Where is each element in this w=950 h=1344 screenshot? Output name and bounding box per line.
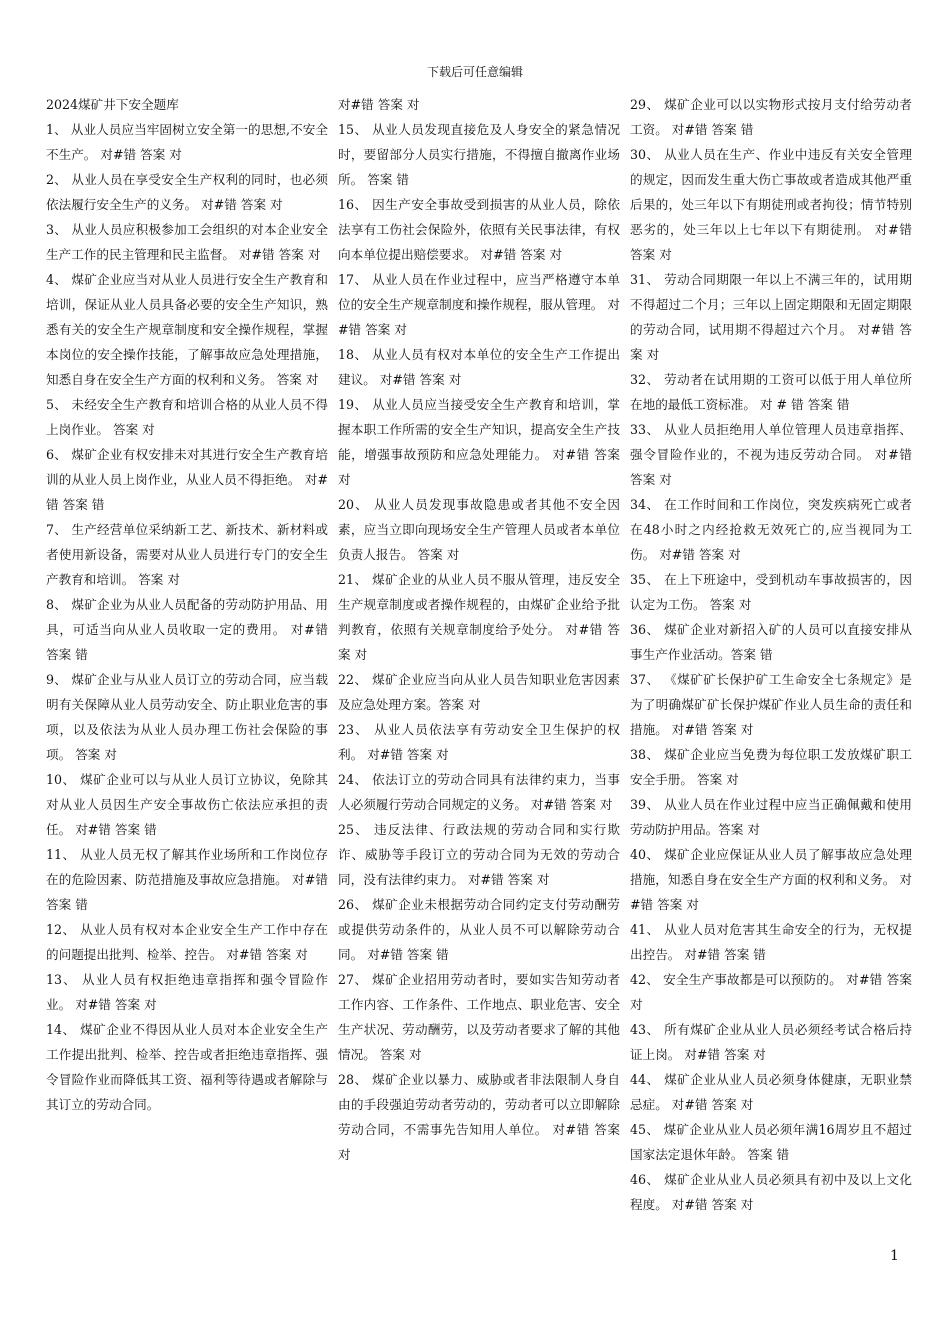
- question-item: 40、 煤矿企业应保证从业人员了解事故应急处理措施，知悉自身在安全生产方面的权利和义务。 对#错 答案 对: [630, 847, 912, 912]
- question-item: 5、 未经安全生产教育和培训合格的从业人员不得上岗作业。 答案 对: [46, 397, 328, 437]
- question-item: 10、 煤矿企业可以与从业人员订立协议，免除其对从业人员因生产安全事故伤亡依法应承担的责任。 对#错 答案 错: [46, 772, 328, 837]
- question-item: 18、 从业人员有权对本单位的安全生产工作提出建议。 对#错 答案 对: [338, 347, 620, 387]
- question-item: 15、 从业人员发现直接危及人身安全的紧急情况时，要留部分人员实行措施，不得擅自撤离作业场所。 答案 错: [338, 122, 620, 187]
- question-item: 43、 所有煤矿企业从业人员必须经考试合格后持证上岗。 对#错 答案 对: [630, 1022, 912, 1062]
- question-item: 7、 生产经营单位采纳新工艺、新技术、新材料或者使用新设备，需要对从业人员进行专门的安全生产教育和培训。 答案 对: [46, 522, 328, 587]
- document-title: 2024煤矿井下安全题库: [46, 97, 179, 112]
- question-item: 对#错 答案 对: [338, 97, 420, 112]
- question-item: 28、 煤矿企业以暴力、威胁或者非法限制人身自由的手段强迫劳动者劳动的，劳动者可以立即解除劳动合同，不需事先告知用人单位。 对#错 答案 对: [338, 1072, 620, 1162]
- question-column-1: [46, 92, 328, 1117]
- question-item: 16、 因生产安全事故受到损害的从业人员，除依法享有工伤社会保险外，依照有关民事法律，有权向本单位提出赔偿要求。 对#错 答案 对: [338, 197, 620, 262]
- question-item: 29、 煤矿企业可以以实物形式按月支付给劳动者工资。 对#错 答案 错: [630, 97, 912, 137]
- question-item: 34、 在工作时间和工作岗位，突发疾病死亡或者在48小时之内经抢救无效死亡的,应当视同为工伤。 对#错 答案 对: [630, 497, 912, 562]
- question-item: 14、 煤矿企业不得因从业人员对本企业安全生产工作提出批判、检举、控告或者拒绝违章指挥、强令冒险作业而降低其工资、福利等待遇或者解除与其订立的劳动合同。: [46, 1022, 328, 1112]
- page-number: 1: [890, 1248, 899, 1264]
- question-item: 30、 从业人员在生产、作业中违反有关安全管理的规定，因而发生重大伤亡事故或者造成其他严重后果的，处三年以下有期徒刑或者拘役；情节特别恶劣的，处三年以上七年以下有期徒刑。 对#错 答案 对: [630, 147, 912, 262]
- question-item: 45、 煤矿企业从业人员必须年满16周岁且不超过国家法定退休年龄。 答案 错: [630, 1122, 912, 1162]
- question-item: 25、 违反法律、行政法规的劳动合同和实行欺诈、威胁等手段订立的劳动合同为无效的劳动合同，没有法律约束力。 对#错 答案 对: [338, 822, 620, 887]
- question-item: 32、 劳动者在试用期的工资可以低于用人单位所在地的最低工资标准。 对 # 错 答案 错: [630, 372, 912, 412]
- question-item: 41、 从业人员对危害其生命安全的行为，无权提出控告。 对#错 答案 错: [630, 922, 912, 962]
- question-item: 27、 煤矿企业招用劳动者时，要如实告知劳动者工作内容、工作条件、工作地点、职业危害、安全生产状况、劳动酬劳，以及劳动者要求了解的其他情况。 答案 对: [338, 972, 620, 1062]
- question-item: 24、 依法订立的劳动合同具有法律约束力，当事人必须履行劳动合同规定的义务。 对#错 答案 对: [338, 772, 620, 812]
- question-item: 9、 煤矿企业与从业人员订立的劳动合同，应当载明有关保障从业人员劳动安全、防止职业危害的事项，以及依法为从业人员办理工伤社会保险的事项。 答案 对: [46, 672, 328, 762]
- question-item: 38、 煤矿企业应当免费为每位职工发放煤矿职工安全手册。 答案 对: [630, 747, 912, 787]
- question-item: 8、 煤矿企业为从业人员配备的劳动防护用品、用具，可适当向从业人员收取一定的费用。 对#错 答案 错: [46, 597, 328, 662]
- question-column-2: [338, 92, 620, 1167]
- question-column-3: [630, 92, 912, 1217]
- question-item: 12、 从业人员有权对本企业安全生产工作中存在的问题提出批判、检举、控告。 对#错 答案 对: [46, 922, 328, 962]
- question-item: 46、 煤矿企业从业人员必须具有初中及以上文化程度。 对#错 答案 对: [630, 1172, 912, 1212]
- question-item: 20、 从业人员发现事故隐患或者其他不安全因素，应当立即向现场安全生产管理人员或者本单位负责人报告。 答案 对: [338, 497, 620, 562]
- question-item: 19、 从业人员应当接受安全生产教育和培训，掌握本职工作所需的安全生产知识，提高安全生产技能，增强事故预防和应急处理能力。 对#错 答案 对: [338, 397, 620, 487]
- question-item: 4、 煤矿企业应当对从业人员进行安全生产教育和培训，保证从业人员具备必要的安全生产知识，熟悉有关的安全生产规章制度和安全操作规程，掌握本岗位的安全操作技能，了解事故应急处理措施，知悉自身在安全生产方面的权利和义务。 答案 对: [46, 272, 328, 387]
- question-item: 33、 从业人员拒绝用人单位管理人员违章指挥、强令冒险作业的，不视为违反劳动合同。 对#错 答案 对: [630, 422, 912, 487]
- question-list-2: [338, 92, 620, 1167]
- page-header-note: 下载后可任意编辑: [426, 65, 523, 79]
- question-item: 23、 从业人员依法享有劳动安全卫生保护的权利。 对#错 答案 对: [338, 722, 620, 762]
- question-item: 35、 在上下班途中，受到机动车事故损害的，因认定为工伤。 答案 对: [630, 572, 912, 612]
- question-item: 44、 煤矿企业从业人员必须身体健康，无职业禁忌症。 对#错 答案 对: [630, 1072, 912, 1112]
- question-item: 6、 煤矿企业有权安排未对其进行安全生产教育培训的从业人员上岗作业，从业人员不得拒绝。 对#错 答案 错: [46, 447, 328, 512]
- question-item: 42、 安全生产事故都是可以预防的。 对#错 答案 对: [630, 972, 912, 1012]
- question-item: 22、 煤矿企业应当向从业人员告知职业危害因素及应急处理方案。答案 对: [338, 672, 620, 712]
- question-item: 26、 煤矿企业未根据劳动合同约定支付劳动酬劳或提供劳动条件的，从业人员不可以解除劳动合同。 对#错 答案 错: [338, 897, 620, 962]
- question-list-3: [630, 92, 912, 1217]
- question-item: 39、 从业人员在作业过程中应当正确佩戴和使用劳动防护用品。答案 对: [630, 797, 912, 837]
- question-item: 17、 从业人员在作业过程中，应当严格遵守本单位的安全生产规章制度和操作规程，服从管理。 对#错 答案 对: [338, 272, 620, 337]
- question-item: 11、 从业人员无权了解其作业场所和工作岗位存在的危险因素、防范措施及事故应急措施。 对#错 答案 错: [46, 847, 328, 912]
- question-item: 31、 劳动合同期限一年以上不满三年的，试用期不得超过二个月；三年以上固定期限和无固定期限的劳动合同，试用期不得超过六个月。 对#错 答案 对: [630, 272, 912, 362]
- question-item: 3、 从业人员应积极参加工会组织的对本企业安全生产工作的民主管理和民主监督。 对#错 答案 对: [46, 222, 328, 262]
- question-item: 13、 从业人员有权拒绝违章指挥和强令冒险作业。 对#错 答案 对: [46, 972, 328, 1012]
- question-item: 2、 从业人员在享受安全生产权利的同时，也必须依法履行安全生产的义务。 对#错 答案 对: [46, 172, 328, 212]
- question-item: 1、 从业人员应当牢固树立安全第一的思想,不安全不生产。 对#错 答案 对: [46, 122, 328, 162]
- question-item: 37、 《煤矿矿长保护矿工生命安全七条规定》是为了明确煤矿矿长保护煤矿作业人员生命的责任和措施。 对#错 答案 对: [630, 672, 912, 737]
- question-item: 21、 煤矿企业的从业人员不服从管理，违反安全生产规章制度或者操作规程的，由煤矿企业给予批判教育，依照有关规章制度给予处分。 对#错 答案 对: [338, 572, 620, 662]
- question-item: 36、 煤矿企业对新招入矿的人员可以直接安排从事生产作业活动。答案 错: [630, 622, 912, 662]
- question-list-1: [46, 117, 328, 1117]
